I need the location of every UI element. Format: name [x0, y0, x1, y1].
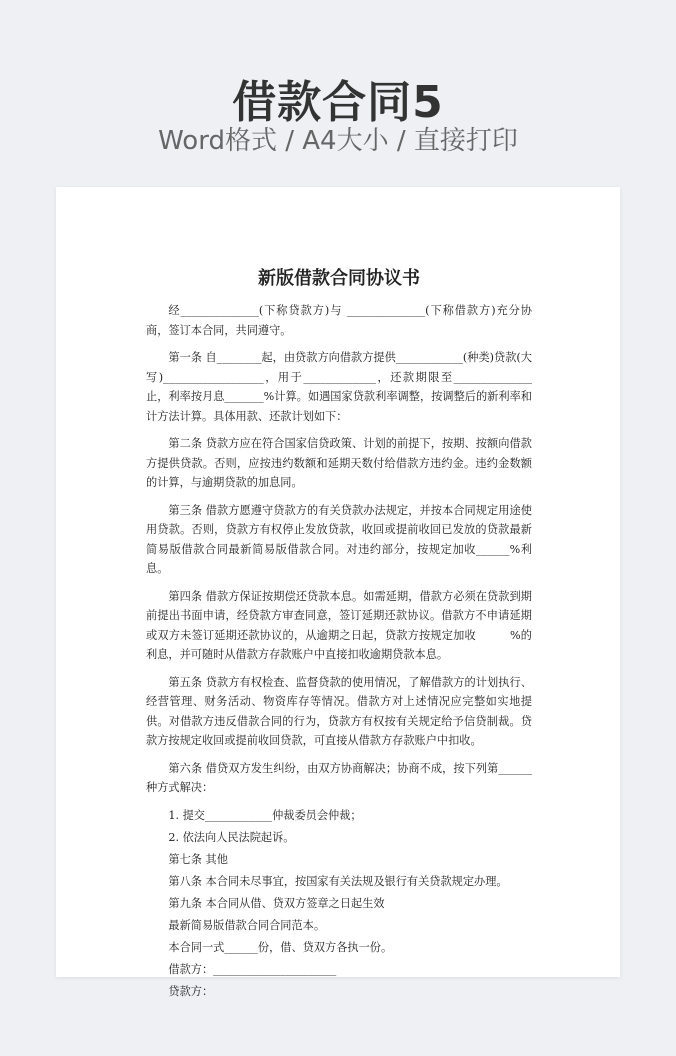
signature-lender: 贷款方： — [168, 984, 214, 998]
list-item: 第九条 本合同从借、贷双方签章之日起生效 — [168, 896, 385, 910]
document-title: 新版借款合同协议书 — [258, 268, 420, 289]
page-title: 借款合同5 — [232, 77, 444, 128]
signature-borrower: 借款方：______________________ — [168, 962, 337, 976]
paragraph: 第六条 借贷双方发生纠纷，由双方协商解决；协商不成，按下列第______种方式解决： — [146, 761, 532, 794]
paragraph: 第四条 借款方保证按期偿还贷款本息。如需延期，借款方必须在贷款到期前提出书面申请，经贷款方审查同意，签订延期还款协议。借款方不申请延期或双方未签订延期还款协议的，从逾期之日起，贷款方按规定加收 %的利息，并可随时从借款方存款账户中直接扣收逾期贷款本息。 — [146, 589, 532, 661]
list-item: 最新简易版借款合同合同范本。 — [168, 918, 326, 932]
list-item: 第七条 其他 — [168, 852, 228, 866]
paragraph: 第五条 贷款方有权检查、监督贷款的使用情况，了解借款方的计划执行、经营管理、财务活动、物资库存等情况。借款方对上述情况应完整如实地提供。对借款方违反借款合同的行为，贷款方有权按有关规定给予信贷制裁。贷款方按规定收回或提前收回贷款，可直接从借款方存款账户中扣收。 — [146, 675, 532, 747]
list-item: 第八条 本合同未尽事宜，按国家有关法规及银行有关贷款规定办理。 — [168, 874, 508, 888]
paragraph: 经______________(下称贷款方)与 ______________(下称借款方)充分协商，签订本合同，共同遵守。 — [146, 304, 532, 337]
paragraph: 第一条 自________起，由贷款方向借款方提供____________(种类)贷款(大写)__________________，用于_____________，还款期限至______________止，利率按月息_______%计算。如遇国家贷款利率调整，按调整后的新利率和计方法计算。具体用款、还款计划如下： — [146, 351, 532, 423]
document-body — [146, 267, 532, 1004]
list-item: 1. 提交____________仲裁委员会仲裁； — [168, 808, 362, 822]
document-preview — [56, 187, 620, 998]
paragraph: 第三条 借款方愿遵守贷款方的有关贷款办法规定，并按本合同规定用途使用贷款。否则，贷款方有权停止发放贷款，收回或提前收回已发放的贷款最新简易版借款合同最新简易版借款合同。对违约部分，按规定加收______%利息。 — [146, 503, 532, 575]
list-item: 本合同一式______份，借、贷双方各执一份。 — [168, 940, 393, 954]
paragraph: 第二条 贷款方应在符合国家信贷政策、计划的前提下，按期、按额向借款方提供贷款。否则，应按违约数额和延期天数付给借款方违约金。违约金数额的计算，与逾期贷款的加息同。 — [146, 437, 532, 489]
page-subtitle: Word格式 / A4大小 / 直接打印 — [158, 126, 518, 156]
list-item: 2. 依法向人民法院起诉。 — [168, 830, 295, 844]
